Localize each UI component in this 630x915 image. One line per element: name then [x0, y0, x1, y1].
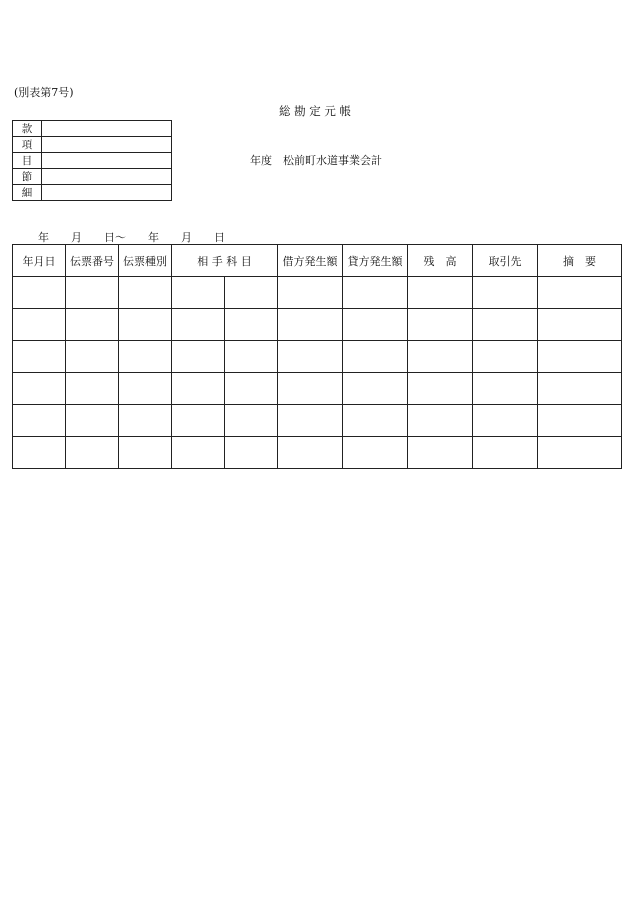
header-counterparty: 取引先: [473, 245, 538, 277]
document-title: 総 勘 定 元 帳: [278, 104, 352, 118]
ledger-header-row: [13, 245, 622, 277]
classification-label-moku: 目: [13, 153, 42, 169]
period-range: 年 月 日～ 年 月 日: [38, 231, 225, 244]
cell-counterparty[interactable]: [473, 309, 538, 341]
classification-label-sai: 細: [13, 185, 42, 201]
header-balance: 残 高: [408, 245, 473, 277]
header-debit: 借方発生額: [278, 245, 343, 277]
cell-voucher-type[interactable]: [119, 373, 172, 405]
table-row: [13, 341, 622, 373]
cell-credit[interactable]: [343, 437, 408, 469]
cell-balance[interactable]: [408, 437, 473, 469]
cell-voucher-number[interactable]: [66, 309, 119, 341]
header-date: 年月日: [13, 245, 66, 277]
cell-remarks[interactable]: [538, 437, 622, 469]
cell-voucher-type[interactable]: [119, 309, 172, 341]
cell-date[interactable]: [13, 373, 66, 405]
cell-counter-account-sub[interactable]: [225, 277, 278, 309]
cell-counter-account-main[interactable]: [172, 309, 225, 341]
classification-row: [13, 185, 172, 201]
cell-date[interactable]: [13, 405, 66, 437]
cell-debit[interactable]: [278, 309, 343, 341]
cell-counter-account-sub[interactable]: [225, 309, 278, 341]
cell-debit[interactable]: [278, 341, 343, 373]
cell-remarks[interactable]: [538, 277, 622, 309]
cell-voucher-number[interactable]: [66, 405, 119, 437]
cell-debit[interactable]: [278, 437, 343, 469]
cell-balance[interactable]: [408, 341, 473, 373]
cell-counterparty[interactable]: [473, 405, 538, 437]
classification-value-kou[interactable]: [42, 137, 172, 153]
header-credit: 貸方発生額: [343, 245, 408, 277]
cell-remarks[interactable]: [538, 309, 622, 341]
classification-label-setsu: 節: [13, 169, 42, 185]
cell-counterparty[interactable]: [473, 341, 538, 373]
cell-counter-account-sub[interactable]: [225, 405, 278, 437]
classification-label-kou: 項: [13, 137, 42, 153]
header-counter-account: 相 手 科 目: [172, 245, 278, 277]
cell-balance[interactable]: [408, 309, 473, 341]
cell-date[interactable]: [13, 437, 66, 469]
cell-voucher-number[interactable]: [66, 341, 119, 373]
cell-date[interactable]: [13, 309, 66, 341]
cell-debit[interactable]: [278, 373, 343, 405]
header-voucher-type: 伝票種別: [119, 245, 172, 277]
cell-counter-account-main[interactable]: [172, 405, 225, 437]
classification-label-kan: 款: [13, 121, 42, 137]
classification-table: [12, 120, 172, 201]
cell-voucher-type[interactable]: [119, 405, 172, 437]
cell-remarks[interactable]: [538, 341, 622, 373]
cell-counterparty[interactable]: [473, 373, 538, 405]
cell-counter-account-main[interactable]: [172, 373, 225, 405]
cell-remarks[interactable]: [538, 405, 622, 437]
cell-counter-account-sub[interactable]: [225, 437, 278, 469]
cell-counter-account-main[interactable]: [172, 277, 225, 309]
cell-date[interactable]: [13, 341, 66, 373]
cell-credit[interactable]: [343, 373, 408, 405]
classification-row: [13, 121, 172, 137]
cell-balance[interactable]: [408, 405, 473, 437]
classification-value-kan[interactable]: [42, 121, 172, 137]
table-row: [13, 373, 622, 405]
classification-value-moku[interactable]: [42, 153, 172, 169]
classification-value-sai[interactable]: [42, 185, 172, 201]
cell-debit[interactable]: [278, 277, 343, 309]
cell-balance[interactable]: [408, 373, 473, 405]
form-number: (別表第7号): [14, 86, 74, 99]
classification-value-setsu[interactable]: [42, 169, 172, 185]
cell-counterparty[interactable]: [473, 277, 538, 309]
cell-counterparty[interactable]: [473, 437, 538, 469]
cell-credit[interactable]: [343, 341, 408, 373]
classification-row: [13, 169, 172, 185]
table-row: [13, 437, 622, 469]
classification-row: [13, 153, 172, 169]
cell-credit[interactable]: [343, 277, 408, 309]
table-row: [13, 405, 622, 437]
cell-date[interactable]: [13, 277, 66, 309]
ledger-body: [13, 277, 622, 469]
classification-row: [13, 137, 172, 153]
cell-remarks[interactable]: [538, 373, 622, 405]
table-row: [13, 277, 622, 309]
cell-counter-account-sub[interactable]: [225, 373, 278, 405]
cell-balance[interactable]: [408, 277, 473, 309]
header-remarks: 摘 要: [538, 245, 622, 277]
cell-voucher-number[interactable]: [66, 277, 119, 309]
fiscal-year-subtitle: 年度 松前町水道事業会計: [250, 154, 382, 167]
cell-debit[interactable]: [278, 405, 343, 437]
cell-credit[interactable]: [343, 309, 408, 341]
header-voucher-number: 伝票番号: [66, 245, 119, 277]
cell-voucher-number[interactable]: [66, 373, 119, 405]
cell-voucher-type[interactable]: [119, 277, 172, 309]
cell-counter-account-main[interactable]: [172, 437, 225, 469]
cell-voucher-number[interactable]: [66, 437, 119, 469]
ledger-table: [12, 244, 622, 469]
table-row: [13, 309, 622, 341]
cell-counter-account-sub[interactable]: [225, 341, 278, 373]
cell-counter-account-main[interactable]: [172, 341, 225, 373]
cell-credit[interactable]: [343, 405, 408, 437]
cell-voucher-type[interactable]: [119, 341, 172, 373]
cell-voucher-type[interactable]: [119, 437, 172, 469]
